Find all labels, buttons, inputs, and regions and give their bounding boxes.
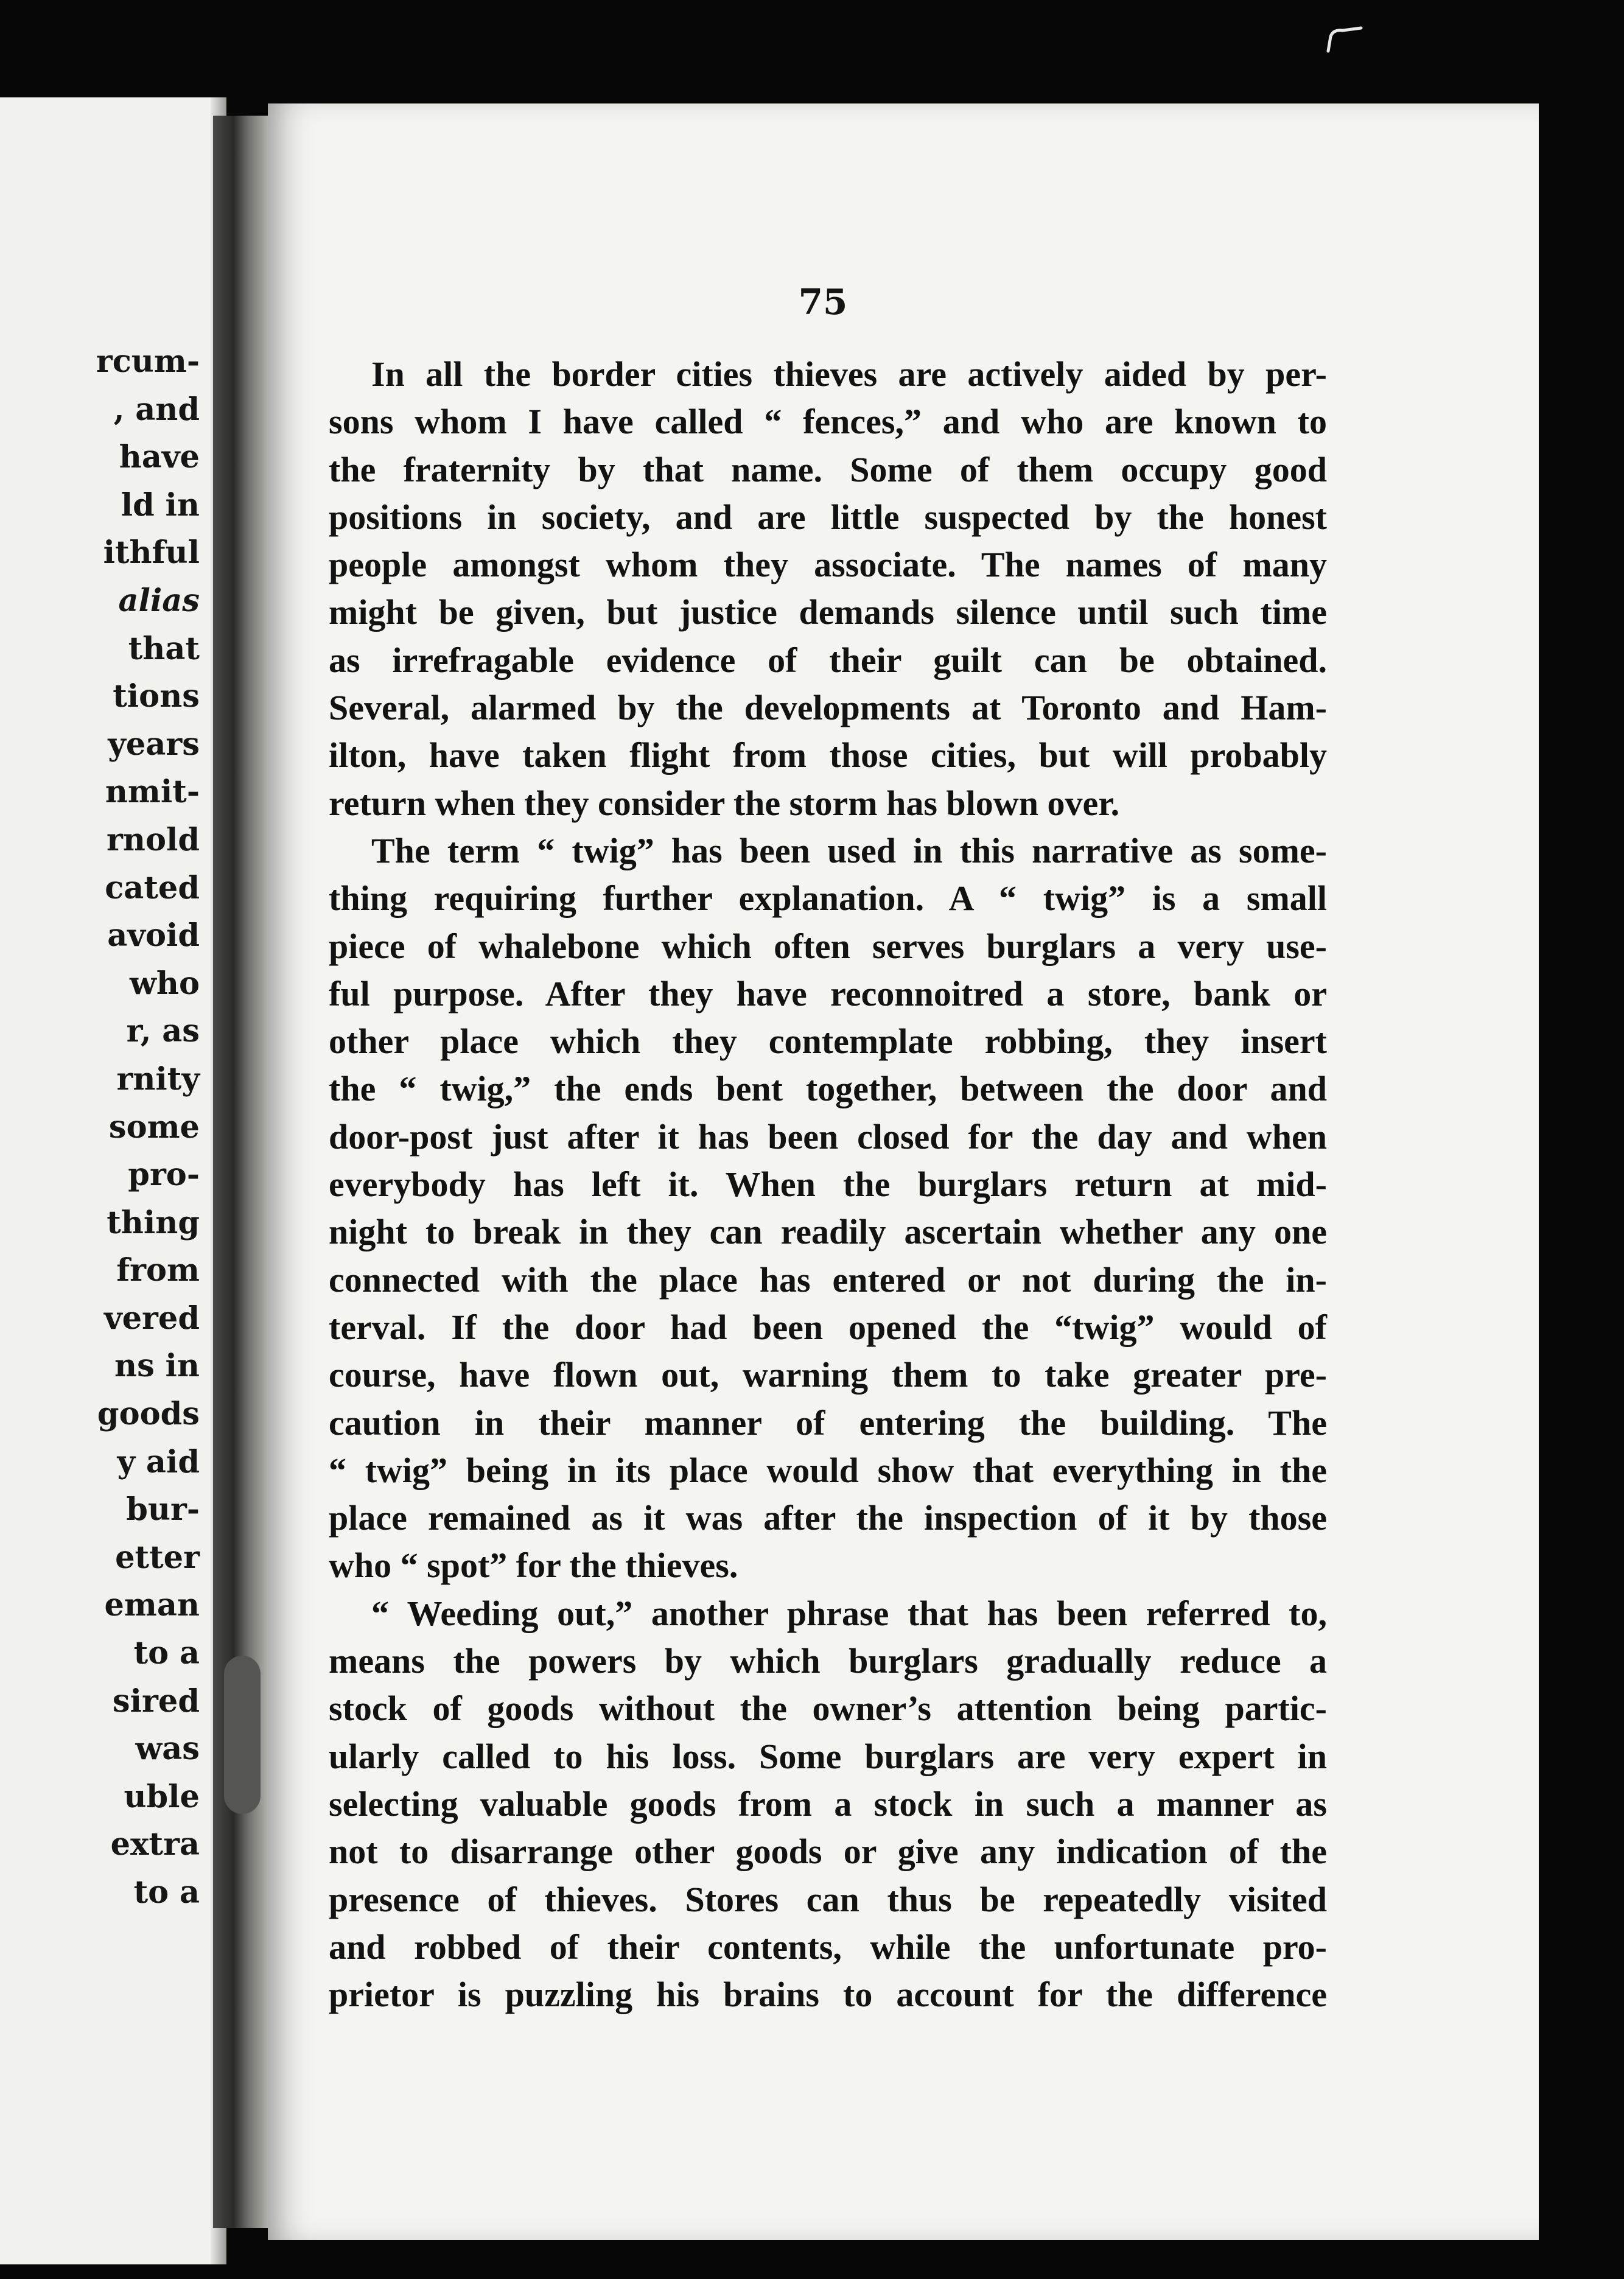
previous-page-line: avoid	[107, 917, 200, 954]
text-line: “ twig” being in its place would show that everything in the	[329, 1450, 1327, 1490]
previous-page-line: pro-	[128, 1157, 200, 1194]
text-line: the “ twig,” the ends bent together, between the door and	[329, 1069, 1327, 1109]
previous-page-line: etter	[115, 1539, 200, 1576]
previous-page-line: have	[119, 439, 200, 476]
text-line: everybody has left it. When the burglars return at mid-	[329, 1164, 1327, 1205]
previous-page-line: that	[128, 630, 200, 667]
previous-page-line: alias	[118, 582, 200, 619]
previous-page-line: extra	[110, 1826, 200, 1863]
text-line: ful purpose. After they have reconnoitred a store, bank or	[329, 973, 1327, 1013]
corner-scan-mark	[1325, 24, 1367, 55]
text-line: sons whom I have called “ fences,” and who are known to	[329, 402, 1327, 442]
previous-page-line: rnity	[116, 1060, 200, 1097]
text-line: who “ spot” for the thieves.	[329, 1546, 738, 1586]
text-line: connected with the place has entered or not during the in-	[329, 1259, 1327, 1300]
text-line: night to break in they can readily ascertain whether any one	[329, 1212, 1327, 1252]
text-line: the fraternity by that name. Some of them occupy good	[329, 449, 1327, 489]
previous-page-line: cated	[105, 869, 200, 906]
text-line: other place which they contemplate robbing, they insert	[329, 1021, 1327, 1062]
previous-page-line: to a	[133, 1874, 200, 1911]
text-line: people amongst whom they associate. The names of many	[329, 545, 1327, 585]
text-line: place remained as it was after the inspection of it by those	[329, 1498, 1327, 1538]
text-line: prietor is puzzling his brains to account for the difference	[329, 1975, 1327, 2015]
previous-page-line: rcum-	[96, 343, 200, 380]
text-line: positions in society, and are little suspected by the honest	[329, 497, 1327, 537]
previous-page-line: y aid	[117, 1443, 200, 1480]
text-line: might be given, but justice demands silence until such time	[329, 592, 1327, 632]
previous-page-line: years	[108, 726, 200, 763]
previous-page-line: uble	[124, 1778, 200, 1815]
previous-page-line: sired	[112, 1682, 200, 1720]
page-number: 75	[798, 281, 848, 323]
previous-page-line: , and	[113, 391, 200, 428]
text-line: presence of thieves. Stores can thus be repeatedly visited	[329, 1879, 1327, 1919]
text-line: return when they consider the storm has blown over.	[329, 783, 1120, 823]
text-line: piece of whalebone which often serves burglars a very use-	[329, 926, 1327, 966]
text-line: ilton, have taken flight from those cities, but will probably	[329, 735, 1327, 775]
previous-page-line: ithful	[103, 534, 200, 572]
previous-page-line: r, as	[126, 1013, 200, 1050]
text-line: In all the border cities thieves are actively aided by per-	[371, 354, 1327, 394]
text-line: door-post just after it has been closed for the day and when	[329, 1116, 1327, 1157]
text-line: ularly called to his loss. Some burglars are very expert in	[329, 1736, 1327, 1776]
previous-page-line: ld in	[121, 486, 200, 523]
previous-page-line: eman	[104, 1587, 200, 1624]
text-line: “ Weeding out,” another phrase that has been referred to,	[371, 1593, 1327, 1633]
text-line: course, have flown out, warning them to take greater pre-	[329, 1355, 1327, 1395]
text-line: means the powers by which burglars gradually reduce a	[329, 1641, 1327, 1681]
page-body-text	[329, 351, 1327, 2018]
previous-page-line: tions	[113, 678, 200, 715]
previous-page-line: bur-	[126, 1491, 200, 1528]
previous-page-fragment	[0, 97, 226, 2264]
previous-page-line: nmit-	[105, 774, 200, 811]
text-line: Several, alarmed by the developments at Toronto and Ham-	[329, 688, 1327, 728]
previous-page-line: ns in	[114, 1348, 200, 1385]
text-line: terval. If the door had been opened the “twig” would of	[329, 1307, 1327, 1347]
previous-page-line: rnold	[107, 821, 200, 858]
previous-page-text	[5, 338, 200, 1917]
binding-stain	[224, 1656, 261, 1814]
previous-page-line: goods	[97, 1396, 200, 1433]
text-line: selecting valuable goods from a stock in such a manner as	[329, 1784, 1327, 1824]
previous-page-line: some	[108, 1108, 200, 1146]
text-line: as irrefragable evidence of their guilt can be obtained.	[329, 640, 1327, 680]
previous-page-line: thing	[107, 1204, 200, 1241]
previous-page-line: vered	[103, 1300, 200, 1337]
previous-page-line: from	[116, 1252, 200, 1289]
book-gutter	[213, 116, 271, 2228]
text-line: The term “ twig” has been used in this narrative as some-	[371, 830, 1327, 870]
text-line: stock of goods without the owner’s attention being partic-	[329, 1689, 1327, 1729]
text-line: and robbed of their contents, while the unfortunate pro-	[329, 1927, 1327, 1967]
text-line: caution in their manner of entering the building. The	[329, 1402, 1327, 1443]
text-line: not to disarrange other goods or give any indication of the	[329, 1832, 1327, 1872]
text-line: thing requiring further explanation. A “ twig” is a small	[329, 878, 1327, 919]
previous-page-line: was	[135, 1731, 200, 1768]
previous-page-line: to a	[133, 1635, 200, 1672]
previous-page-line: who	[130, 965, 200, 1002]
